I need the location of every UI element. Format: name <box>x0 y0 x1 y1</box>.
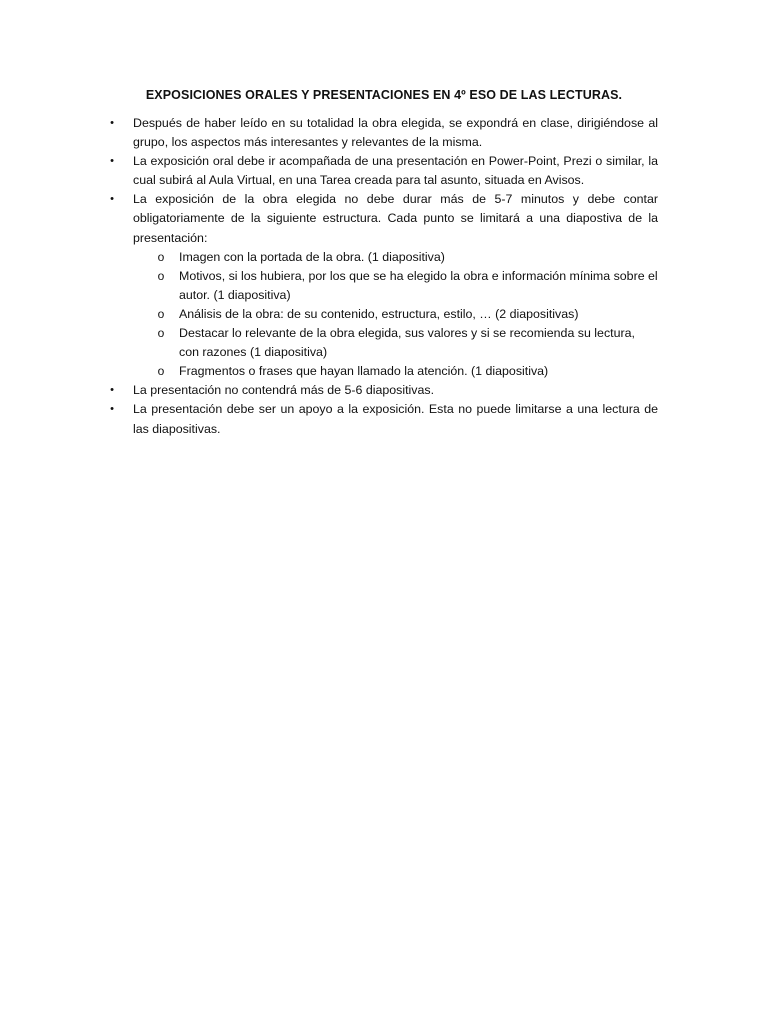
hollow-bullet-icon: o <box>157 268 165 283</box>
list-item-text: La presentación no contendrá más de 5-6 diapositivas. <box>133 383 435 398</box>
list-item-text: La exposición de la obra elegida no debe durar más de 5-7 minutos y debe contar obligatoriamente de la siguiente estructura. Cada punto se limitará a una diapostiva de la presentación: <box>133 192 658 245</box>
list-item <box>110 381 658 400</box>
list-item <box>110 400 658 438</box>
hollow-bullet-icon: o <box>157 306 165 321</box>
list-item-text: La presentación debe ser un apoyo a la exposición. Esta no puede limitarse a una lectura de las diapositivas. <box>133 402 658 436</box>
sub-list-item-text: Destacar lo relevante de la obra elegida, sus valores y si se recomienda su lectura, con razones (1 diapositiva) <box>179 326 635 360</box>
sub-bullet-list <box>133 248 658 382</box>
list-item <box>110 190 658 381</box>
hollow-bullet-icon: o <box>157 364 165 379</box>
document-title: EXPOSICIONES ORALES Y PRESENTACIONES EN 4º ESO DE LAS LECTURAS. <box>145 88 623 102</box>
sub-list-item <box>157 267 658 305</box>
bullet-icon: • <box>110 193 114 206</box>
sub-list-item-text: Imagen con la portada de la obra. (1 diapositiva) <box>179 249 445 264</box>
list-item <box>110 152 658 190</box>
hollow-bullet-icon: o <box>157 326 165 341</box>
list-item-text: Después de haber leído en su totalidad la obra elegida, se expondrá en clase, dirigiéndose al grupo, los aspectos más interesantes y relevantes de la misma. <box>133 116 658 150</box>
sub-list-item-text: Motivos, si los hubiera, por los que se ha elegido la obra e información mínima sobre el autor. (1 diapositiva) <box>179 268 658 302</box>
bullet-icon: • <box>110 155 114 168</box>
sub-list-item-text: Fragmentos o frases que hayan llamado la atención. (1 diapositiva) <box>179 364 549 379</box>
sub-list-item <box>157 362 658 381</box>
bullet-icon: • <box>110 117 114 129</box>
list-item <box>110 114 658 152</box>
bullet-icon: • <box>110 403 114 416</box>
sub-list-item <box>157 305 658 324</box>
sub-list-item-text: Análisis de la obra: de su contenido, estructura, estilo, … (2 diapositivas) <box>179 306 579 321</box>
list-item-text: La exposición oral debe ir acompañada de una presentación en Power-Point, Prezi o similar, la cual subirá al Aula Virtual, en una Tarea creada para tal asunto, situada en Avisos. <box>133 154 658 188</box>
sub-list-item <box>157 248 658 267</box>
main-bullet-list <box>110 114 658 439</box>
bullet-icon: • <box>110 384 114 397</box>
hollow-bullet-icon: o <box>157 249 165 264</box>
sub-list-item <box>157 324 658 362</box>
